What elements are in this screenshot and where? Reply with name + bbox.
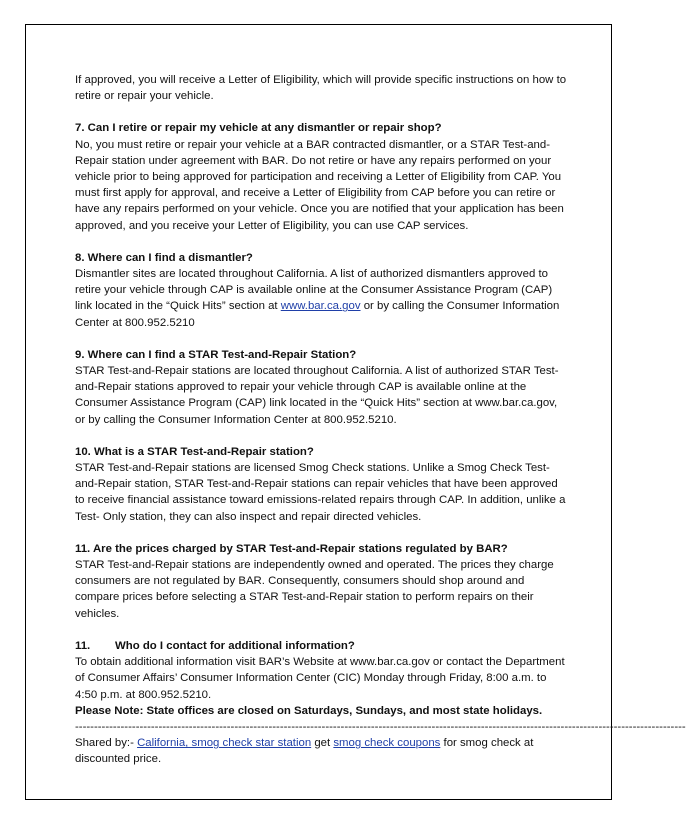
faq-7-question: 7. Can I retire or repair my vehicle at any dismantler or repair shop? — [75, 122, 442, 135]
faq-9 — [75, 347, 567, 428]
faq-11-contact — [75, 638, 567, 719]
footer-shared-by — [75, 735, 567, 767]
faq-11-prices-answer: STAR Test-and-Repair stations are independently owned and operated. The prices they charge consumers are not regulated by BAR. Consequently, consumers should shop around and compare prices before selecting a STAR Test-and-Repair station to perform repairs on their vehicles. — [75, 559, 554, 620]
footer-prefix: Shared by:- — [75, 737, 138, 750]
faq-11-prices-question: 11. Are the prices charged by STAR Test-and-Repair stations regulated by BAR? — [75, 542, 508, 555]
intro-paragraph: If approved, you will receive a Letter of Eligibility, which will provide specific instructions on how to retire or repair your vehicle. — [75, 74, 567, 103]
footer-middle: get — [311, 737, 334, 750]
faq-11-prices — [75, 541, 567, 622]
faq-9-question: 9. Where can I find a STAR Test-and-Repair Station? — [75, 348, 357, 361]
faq-8-answer-text-end: or by calling the Consumer Information Center at 800.952.5210 — [75, 300, 560, 329]
footer-suffix: for smog check at discounted price. — [75, 737, 534, 766]
faq-9-answer: STAR Test-and-Repair stations are located throughout California. A list of authorized STAR Test-and-Repair stations approved to repair your vehicle through CAP is available online at the Consumer Assistance Program (CAP) link located in the “Quick Hits” section at www.bar.ca.gov, or by calling the Consumer Information Center at 800.952.5210. — [75, 365, 559, 426]
faq-10-question: 10. What is a STAR Test-and-Repair station? — [75, 445, 314, 458]
faq-10 — [75, 444, 567, 525]
state-holidays-note: Please Note: State offices are closed on Saturdays, Sundays, and most state holidays. — [75, 704, 543, 717]
smog-check-coupons-link[interactable]: smog check coupons — [333, 737, 441, 750]
faq-11-contact-question — [75, 638, 567, 654]
faq-11-contact-question-text: Who do I contact for additional information? — [115, 639, 355, 652]
faq-8-answer-text: Dismantler sites are located throughout California. A list of authorized dismantlers approved to retire your vehicle through CAP is available online at the Consumer Assistance Program (CAP) link located in the “Quick Hits” section at — [75, 268, 553, 313]
faq-7-answer: No, you must retire or repair your vehicle at a BAR contracted dismantler, or a STAR Test-and-Repair station under agreement with BAR. Do not retire or have any repairs performed on your vehicle prior to being approved for participation and receiving a Letter of Eligibility from CAP. You must first apply for approval, and receive a Letter of Eligibility from CAP before you can retire or have any repairs performed on your vehicle. Once you are notified that your application has been approved, and you receive your Letter of Eligibility, you can use CAP services. — [75, 138, 564, 232]
faq-7 — [75, 120, 567, 233]
faq-10-answer: STAR Test-and-Repair stations are licensed Smog Check stations. Unlike a Smog Check Test-and-Repair station, STAR Test-and-Repair stations can repair vehicles that have been approved to receive financial assistance toward emissions-related repairs through CAP. In addition, unlike a Test- Only station, they can also inspect and repair directed vehicles. — [75, 462, 566, 523]
faq-11-contact-answer: To obtain additional information visit BAR’s Website at www.bar.ca.gov or contact the Department of Consumer Affairs’ Consumer Information Center (CIC) Monday through Friday, 8:00 a.m. to 4:50 p.m. at 800.952.5210. — [75, 656, 565, 701]
faq-8-answer — [75, 266, 567, 331]
bar-website-link[interactable]: www.bar.ca.gov — [280, 300, 361, 313]
faq-11-number: 11. — [75, 639, 91, 652]
smog-check-star-station-link[interactable]: California, smog check star station — [137, 737, 312, 750]
document-body — [75, 72, 686, 768]
faq-8 — [75, 250, 567, 331]
faq-8-question: 8. Where can I find a dismantler? — [75, 251, 253, 264]
divider-line: ----------------------------------------------------------------------------------------------------------------------------------------------------------------- — [75, 720, 686, 733]
